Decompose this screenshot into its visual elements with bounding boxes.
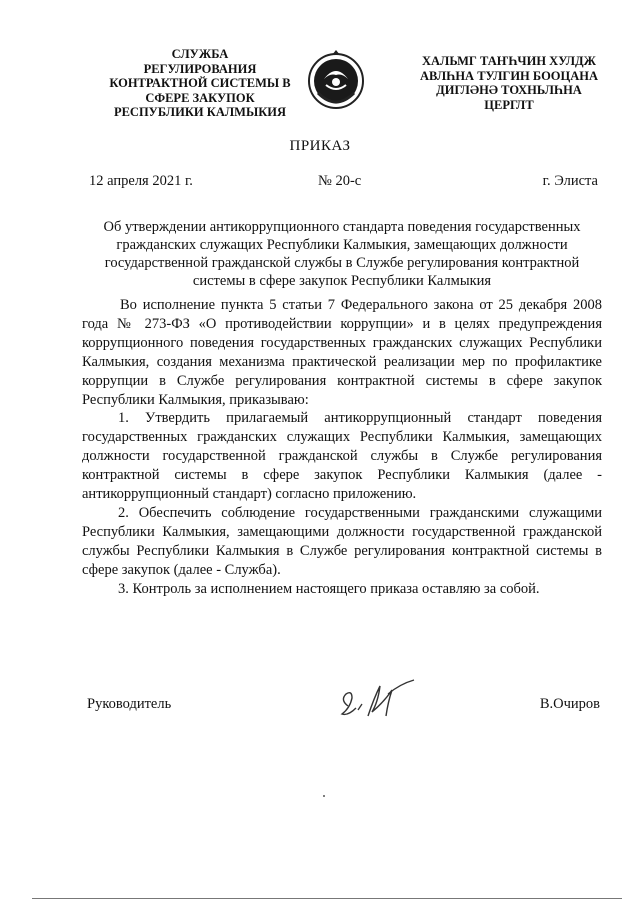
document-date: 12 апреля 2021 г. — [89, 173, 193, 189]
issuer-line: КОНТРАКТНОЙ СИСТЕМЫ В — [109, 76, 291, 90]
issuer-line: РЕГУЛИРОВАНИЯ — [143, 61, 257, 76]
issuer-line: СЛУЖБА — [171, 47, 229, 61]
document-body — [82, 296, 602, 599]
issuer-line: РЕСПУБЛИКИ КАЛМЫКИЯ — [113, 105, 287, 119]
document-number: № 20-с — [318, 173, 362, 189]
document-city: г. Элиста — [542, 173, 598, 189]
handwritten-signature-icon — [334, 676, 422, 722]
issuer-line: ЦЕРГЛТ — [484, 97, 534, 112]
issuer-line: ХАЛЬМГ ТАҤҺЧИН ХУЛДЖ — [421, 54, 596, 68]
body-paragraph: Во исполнение пункта 5 статьи 7 Федерального закона от 25 декабря 2008 года № 273-ФЗ «О противодействии коррупции» и в целях предупреждения коррупционного поведения государственных гражданских служащих Республики Калмыкия, создания механизма практической реализации мер по профилактике коррупции в Службе регулирования контрактной системы в сфере закупок Республики Калмыкия, приказываю: — [82, 297, 602, 408]
document-subject: Об утверждении антикоррупционного стандарта поведения государственных гражданских служащих Республики Калмыкия, замещающих должности государственной гражданской службы в Службе регулирования контрактной системы в сфере закупок Республики Калмыкия — [103, 219, 581, 289]
issuer-line: СФЕРЕ ЗАКУПОК — [145, 90, 255, 105]
scan-speck — [323, 795, 325, 797]
page-bottom-edge — [32, 898, 622, 899]
body-paragraph: 3. Контроль за исполнением настоящего приказа оставляю за собой. — [118, 580, 540, 597]
issuer-name-russian — [100, 47, 300, 120]
body-paragraph: 1. Утвердить прилагаемый антикоррупционный стандарт поведения государственных гражданских служащих Республики Калмыкия, замещающих должности государственной гражданской службы в Службе регулирования контрактной системы в сфере закупок Республики Калмыкия (далее - антикоррупционный стандарт) согласно приложению. — [82, 410, 602, 503]
document-type: ПРИКАЗ — [289, 138, 351, 154]
body-paragraph: 2. Обеспечить соблюдение государственными гражданскими служащими Республики Калмыкия, замещающими должности государственной гражданской службы Республики Калмыкия в Службе регулирования контрактной системы в сфере закупок (далее - Служба). — [82, 504, 602, 578]
issuer-line: ДИГЛӘНӘ ТОХНЬЛҺНА — [436, 83, 582, 97]
issuer-name-kalmyk — [400, 54, 618, 112]
kalmykia-coat-of-arms-icon — [306, 49, 366, 113]
signatory-name: В.Очиров — [539, 696, 600, 712]
issuer-line: АВЛҺНА ТУЛГИН БООЦАНА — [419, 68, 599, 83]
signatory-role: Руководитель — [87, 696, 172, 712]
